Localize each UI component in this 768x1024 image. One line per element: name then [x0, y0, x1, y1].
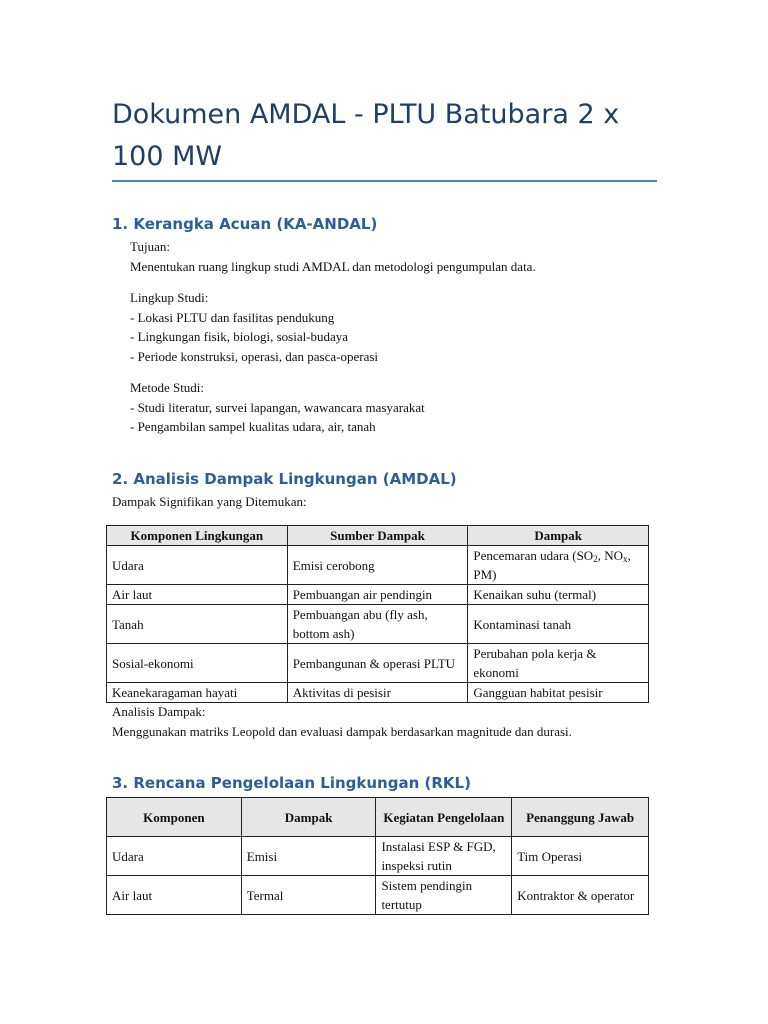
- table-cell: Instalasi ESP & FGD, inspeksi rutin: [376, 837, 512, 876]
- section2-intro-text: Dampak Signifikan yang Ditemukan:: [112, 494, 307, 509]
- impact-table-header: Komponen Lingkungan: [107, 526, 288, 546]
- table-cell: Aktivitas di pesisir: [287, 683, 468, 703]
- table-row: [107, 683, 649, 703]
- table-cell: Termal: [241, 876, 376, 915]
- impact-table-header: Sumber Dampak: [287, 526, 468, 546]
- table-cell: Emisi: [241, 837, 376, 876]
- table-row: [107, 605, 649, 644]
- section2-heading: 2. Analisis Dampak Lingkungan (AMDAL): [112, 470, 457, 488]
- analisis-label: Analisis Dampak:: [112, 704, 206, 719]
- section1-heading: 1. Kerangka Acuan (KA-ANDAL): [112, 215, 378, 233]
- analisis-block: [112, 702, 572, 741]
- table-cell: Pembangunan & operasi PLTU: [287, 644, 468, 683]
- table-row: [107, 546, 649, 585]
- document-title: Dokumen AMDAL - PLTU Batubara 2 x 100 MW: [112, 99, 620, 172]
- subscript: 2: [593, 554, 598, 564]
- lingkup-block: [130, 288, 378, 366]
- tujuan-text: Menentukan ruang lingkup studi AMDAL dan metodologi pengumpulan data.: [130, 258, 536, 274]
- rkl-table-header: Kegiatan Pengelolaan: [376, 798, 512, 837]
- table-cell: Sosial-ekonomi: [107, 644, 288, 683]
- table-cell: Pembuangan air pendingin: [287, 585, 468, 605]
- table-cell: Keanekaragaman hayati: [107, 683, 288, 703]
- rkl-table-header: Dampak: [241, 798, 376, 837]
- rkl-table-header: Komponen: [107, 798, 242, 837]
- table-cell: Emisi cerobong: [287, 546, 468, 585]
- table-cell: Kenaikan suhu (termal): [468, 585, 649, 605]
- metode-label: Metode Studi:: [130, 380, 205, 395]
- tujuan-label: Tujuan:: [130, 239, 170, 254]
- table-cell: Air laut: [107, 876, 242, 915]
- analisis-text: Menggunakan matriks Leopold dan evaluasi dampak berdasarkan magnitude dan durasi.: [112, 723, 572, 739]
- metode-item: - Pengambilan sampel kualitas udara, air, tanah: [130, 419, 376, 434]
- table-cell: Tanah: [107, 605, 288, 644]
- table-cell: Udara: [107, 546, 288, 585]
- lingkup-item: - Periode konstruksi, operasi, dan pasca-operasi: [130, 348, 379, 364]
- table-cell: Udara: [107, 837, 242, 876]
- table-cell: [468, 546, 649, 585]
- cell-text: , NO: [597, 548, 623, 563]
- subscript: x: [622, 554, 628, 564]
- table-row: [107, 837, 649, 876]
- table-cell: Kontraktor & operator: [512, 876, 649, 915]
- metode-item: - Studi literatur, survei lapangan, wawancara masyarakat: [130, 399, 425, 415]
- table-row: [107, 585, 649, 605]
- table-row: [107, 876, 649, 915]
- table-cell: Sistem pendingin tertutup: [376, 876, 512, 915]
- table-row: [107, 644, 649, 683]
- section2-intro: [112, 492, 307, 512]
- title-divider: [112, 180, 657, 182]
- table-cell: Tim Operasi: [512, 837, 649, 876]
- table-cell: Pembuangan abu (fly ash, bottom ash): [287, 605, 468, 644]
- cell-text: , PM): [473, 548, 631, 582]
- metode-block: [130, 378, 425, 437]
- impact-table: [106, 525, 649, 703]
- section3-heading: 3. Rencana Pengelolaan Lingkungan (RKL): [112, 774, 471, 792]
- table-cell: Perubahan pola kerja & ekonomi: [468, 644, 649, 683]
- lingkup-item: - Lingkungan fisik, biologi, sosial-budaya: [130, 329, 349, 344]
- lingkup-item: - Lokasi PLTU dan fasilitas pendukung: [130, 309, 335, 325]
- table-cell: Kontaminasi tanah: [468, 605, 649, 644]
- lingkup-label: Lingkup Studi:: [130, 290, 209, 305]
- table-cell: Air laut: [107, 585, 288, 605]
- tujuan-block: [130, 237, 536, 276]
- rkl-table: [106, 797, 649, 915]
- impact-table-header: Dampak: [468, 526, 649, 546]
- rkl-table-header: Penanggung Jawab: [512, 798, 649, 837]
- cell-text: Pencemaran udara (SO: [473, 548, 594, 563]
- table-cell: Gangguan habitat pesisir: [468, 683, 649, 703]
